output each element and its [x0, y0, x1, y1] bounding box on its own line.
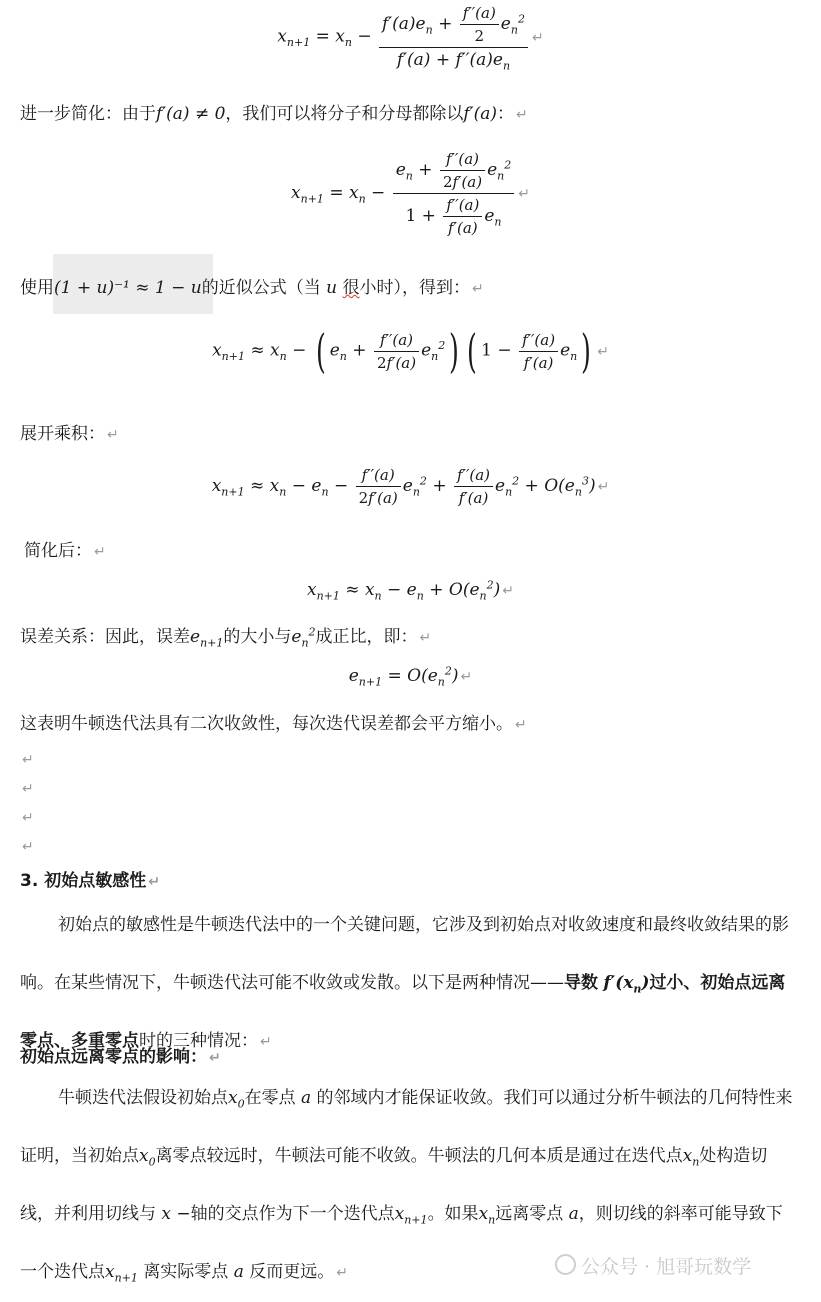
paragraph-sensitivity: 初始点的敏感性是牛顿迭代法中的一个关键问题，它涉及到初始点对收敛速度和最终收敛结果的影响。在某些情况下，牛顿迭代法可能不收敛或发散。以下是两种情况——导数 $f'(x_n)$过小、初始点远离零点、多重零点时的三种情况： ↵: [20, 915, 789, 1051]
text-expand: 展开乘积： ↵: [20, 424, 119, 444]
text-simplified: 简化后： ↵: [24, 541, 106, 561]
watermark: 公众号 · 旭哥玩数学: [555, 1252, 751, 1279]
equation-simplified: $x_{n+1} \approx x_n - e_n + O(e_n^2)$ ↵: [306, 578, 514, 603]
equation-divided: $x_{n+1} = x_n$ − $e_n$ + $\frac{f''(a)}{2f'(a)}$ $e_n^2$ 1 + $\frac{f''(a)}{f'(a)}$ $e_n$ ↵: [291, 150, 530, 237]
text-simplify-intro: 进一步简化：由于f′(a) ≠ 0，我们可以将分子和分母都除以f′(a)： ↵: [20, 104, 528, 124]
sub-heading: 初始点远离零点的影响： ↵: [20, 1047, 221, 1067]
wechat-logo-icon: [555, 1254, 576, 1275]
equation-error-order: $e_{n+1} = O(e_n^2)$ ↵: [348, 664, 473, 689]
equation-newton-step: $x_{n+1} = x_n$ − $f'(a)e_n$ + $\frac{f''(a)}{2}$ $e_n^2$ $f'(a) + f''(a)e_n$ ↵: [277, 4, 544, 73]
section-title: 3. 初始点敏感性 ↵: [20, 871, 160, 891]
text-use-approximation: 使用(1 + u)⁻¹ ≈ 1 − u的近似公式（当 u 很小时），得到： ↵: [20, 278, 484, 298]
text-conclusion: 这表明牛顿迭代法具有二次收敛性，每次迭代误差都会平方缩小。 ↵: [20, 714, 527, 734]
empty-paragraph: ↵: [22, 810, 34, 826]
text-error-relation: 误差关系：因此，误差$e_{n+1}$的大小与$e_n^2$成正比，即： ↵: [20, 625, 432, 650]
equation-approx-product: $x_{n+1} \approx x_n$ − ( $e_n$ + $\frac{f''(a)}{2f'(a)}$ $e_n^2$) ( 1 − $\frac{f''(a)}{f'(a)}$ $e_n$) ↵: [212, 324, 609, 378]
paragraph-far-start: 牛顿迭代法假设初始点$x_0$在零点 a 的邻域内才能保证收敛。我们可以通过分析牛顿法的几何特性来证明，当初始点$x_0$离零点较远时，牛顿法可能不收敛。牛顿法的几何本质是通过在迭代点$x_n$处构造切线，并利用切线与 x −轴的交点作为下一个迭代点$x_{n+1}$。如果$x_n$远离零点 a，则切线的斜率可能导致下一个迭代点$x_{n+1}$ 离实际零点 a 反而更远。 ↵: [20, 1088, 793, 1285]
empty-paragraph: ↵: [22, 839, 34, 855]
empty-paragraph: ↵: [22, 752, 34, 768]
equation-expanded: $x_{n+1} \approx x_n - e_n$ − $\frac{f''(a)}{2f'(a)}$ $e_n^2$ + $\frac{f''(a)}{f'(a)}$ $e_n^2 + O(e_n^3)$ ↵: [211, 466, 610, 507]
empty-paragraph: ↵: [22, 781, 34, 797]
